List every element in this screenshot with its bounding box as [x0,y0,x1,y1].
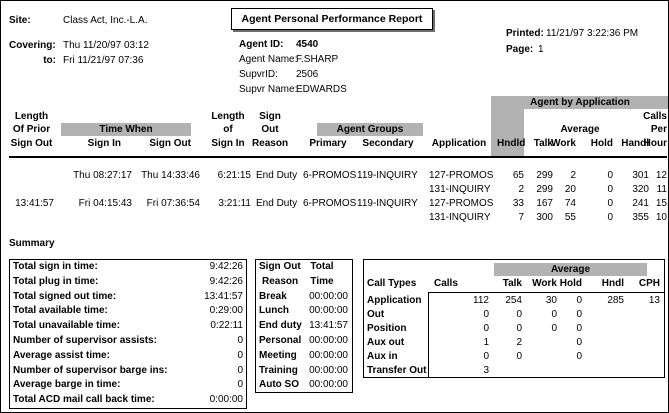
cell-work: 2 [570,170,576,181]
sign-out-reason-value: 13:41:57 [309,320,348,332]
call-type-work: 0 [551,309,557,320]
summary-total-value: 13:41:57 [204,290,243,302]
agent-by-application-band: Agent by Application [491,96,669,109]
agent-name-label: Agent Name: [239,54,298,65]
printed-value: 11/21/97 3:22:36 PM [546,28,639,39]
col-header-reason-line1: Sign [259,111,281,122]
cell-work: 20 [564,184,576,195]
cell-primary: 6-PROMOS [303,170,357,181]
col-header-secondary: Secondary [362,138,414,149]
cell-talk: 300 [536,212,553,223]
sign-out-reason-label: Training [259,364,298,376]
sign-out-row [256,334,352,349]
table-header-row-2 [1,123,669,136]
summary-total-value: 0:22:11 [210,320,243,332]
col-header-primary: Primary [309,138,347,149]
covering-label: Covering: [9,40,56,51]
sign-out-reason-label: Auto SO [259,379,299,391]
col-header-hold: Hold [590,138,613,149]
site-label: Site: [9,15,31,26]
call-types-box [363,259,665,378]
cell-handl: 301 [632,170,649,181]
call-type-work: 30 [545,295,557,306]
summary-total-label: Total ACD mail call back time: [13,394,155,406]
cell-sign-out: Thu 14:33:46 [141,170,200,181]
call-type-hold: 0 [576,337,582,348]
col-header-application: Application [431,138,487,149]
sign-out-row [256,304,352,319]
call-type-hold: 0 [576,295,582,306]
summary-totals-box [9,259,247,409]
calls-header: Calls [434,278,458,289]
summary-total-row [10,275,246,290]
total-time-col-header: Time [310,275,334,287]
col-header-prior-line1: Length [14,111,49,122]
cph-header: CPH [638,278,660,289]
summary-total-label: Total sign in time: [13,261,98,272]
sign-out-reason-label: Lunch [259,305,289,317]
to-label: to: [43,55,56,66]
cell-handl: 355 [632,212,649,223]
col-header-talk: Talk [533,138,553,149]
cell-cph: 10 [655,212,667,223]
sign-out-header-row-2 [256,275,352,290]
agent-name-value: F.SHARP [296,54,339,65]
summary-total-label: Total unavailable time: [13,320,121,332]
cell-hndld: 2 [518,184,524,195]
hndl-header: Hndl [601,278,624,289]
sign-out-row [256,290,352,305]
call-type-talk: 0 [516,351,522,362]
col-header-handl: Handl [621,138,649,149]
sign-out-reason-label: Personal [259,334,302,346]
supvr-name-label: Supvr Name: [239,84,298,95]
sign-out-reason-value: 00:00:00 [309,305,348,317]
col-header-length-line3: Sign In [211,138,245,149]
table-row [1,169,669,182]
call-type-calls: 1 [483,337,489,348]
table-row [1,197,669,210]
col-header-prior-line3: Sign Out [10,138,53,149]
covering-from-value: Thu 11/20/97 03:12 [63,40,149,51]
work-header: Work [532,278,557,289]
cell-hndld: 65 [512,170,524,181]
supvr-id-value: 2506 [296,69,319,80]
call-type-talk: 2 [516,337,522,348]
cell-talk: 299 [536,184,553,195]
table-header-row-3 [1,137,669,150]
col-header-average: Average [560,124,600,135]
sign-out-header-row-1 [256,260,352,275]
cell-talk: 167 [536,198,553,209]
col-header-sign-out: Sign Out [149,138,191,149]
call-type-talk: 254 [505,295,522,306]
summary-total-row [10,378,246,393]
sign-out-reason-value: 00:00:00 [309,349,348,361]
cell-prior-sign-out: 13:41:57 [15,198,54,209]
cell-length: 6:21:15 [217,170,251,181]
summary-total-value: 9:42:26 [209,275,243,287]
cell-hndld: 7 [518,212,524,223]
col-header-calls: Calls [643,111,667,122]
covering-to-value: Fri 11/21/97 07:36 [63,55,144,66]
sign-out-reason-value: 00:00:00 [309,290,348,302]
summary-total-row [10,393,246,408]
cell-application: 127-PROMOS [429,198,494,209]
summary-heading: Summary [9,238,55,249]
call-type-calls: 0 [483,351,489,362]
call-type-label: Out [367,309,385,320]
summary-total-value: 0:00:00 [209,394,243,406]
table-row [1,183,669,196]
site-value: Class Act, Inc.-L.A. [63,15,148,26]
cell-hold: 0 [607,170,613,181]
call-type-label: Aux out [367,337,405,348]
cell-cph: 12 [655,170,667,181]
total-time-col-header: Total [310,261,334,272]
summary-total-row [10,290,246,305]
summary-total-value: 0 [237,364,243,376]
summary-total-value: 0 [237,379,243,391]
sign-out-reason-label: End duty [259,320,302,332]
col-header-length-line1: Length [211,111,245,122]
summary-total-label: Total plug in time: [13,275,99,287]
agent-id-value: 4540 [296,39,319,50]
cell-application: 131-INQUIRY [429,184,491,195]
page-label: Page: [506,44,534,55]
col-header-hndld: Hndld [497,138,526,149]
cell-primary: 6-PROMOS [303,198,357,209]
sign-out-row [256,364,352,379]
col-header-reason-line3: Reason [251,138,289,149]
cell-application: 131-INQUIRY [429,212,491,223]
call-type-talk: 0 [516,323,522,334]
summary-total-label: Total signed out time: [13,290,117,302]
sign-out-row [256,378,352,393]
cell-handl: 320 [632,184,649,195]
sign-out-reason-value: 00:00:00 [309,334,348,346]
header-rule [9,156,667,158]
sign-out-reason-box [255,259,353,393]
summary-total-row [10,364,246,379]
cell-hold: 0 [607,212,613,223]
summary-total-row [10,319,246,334]
summary-total-value: 0 [237,349,243,361]
summary-total-label: Average barge in time: [13,379,121,391]
summary-total-label: Total available time: [13,305,108,317]
sign-out-col-header: Reason [262,275,299,287]
sign-out-reason-value: 00:00:00 [309,379,348,391]
summary-total-row [10,334,246,349]
cell-work: 55 [564,212,576,223]
summary-total-value: 9:42:26 [209,261,243,272]
summary-total-row [10,304,246,319]
talk-header: Talk [502,278,522,289]
hold-header: Hold [559,278,582,289]
cell-secondary: 119-INQUIRY [357,198,418,209]
call-type-calls: 112 [473,295,489,306]
call-types-average-band: Average [494,263,647,276]
cell-sign-in: Fri 04:15:43 [78,198,132,209]
call-type-calls: 0 [483,323,489,334]
cell-length: 3:21:11 [218,198,251,209]
cell-hndld: 33 [512,198,524,209]
col-header-per: Per [650,124,667,135]
call-type-hold: 0 [576,323,582,334]
col-header-reason-line2: Out [261,124,279,135]
table-row [1,211,669,224]
call-type-calls: 3 [483,365,489,376]
call-type-label: Transfer Out [367,365,427,376]
call-type-calls: 0 [483,309,489,320]
cell-reason: End Duty [256,170,298,181]
summary-total-row [10,260,246,275]
page-value: 1 [538,44,544,55]
agent-groups-band: Agent Groups [317,123,423,136]
call-type-cph: 13 [648,295,660,306]
cell-handl: 241 [632,198,649,209]
supvr-id-label: SupvrID: [239,69,278,80]
summary-total-value: 0:29:00 [209,305,243,317]
printed-label: Printed: [506,28,544,39]
call-type-label: Position [367,323,407,334]
call-type-hold: 0 [576,309,582,320]
cell-hold: 0 [607,184,613,195]
cell-talk: 299 [536,170,553,181]
col-header-length-line2: of [223,124,233,135]
cell-cph: 11 [656,184,667,195]
call-type-hndl: 285 [607,295,624,306]
call-types-header: Call Types [367,278,417,289]
agent-id-label: Agent ID: [239,39,284,50]
sign-out-reason-value: 00:00:00 [309,364,348,376]
supvr-name-value: EDWARDS [296,84,347,95]
sign-out-col-header: Sign Out [259,261,301,272]
cell-reason: End Duty [256,198,298,209]
report-title: Agent Personal Performance Report [231,8,433,30]
sign-out-row [256,349,352,364]
call-type-talk: 0 [516,309,522,320]
col-header-sign-in: Sign In [87,138,121,149]
cell-sign-in: Thu 08:27:17 [73,170,132,181]
table-header-row-1 [1,110,669,123]
col-header-work: Work [551,138,576,149]
sign-out-row [256,319,352,334]
summary-total-label: Number of supervisor assists: [13,334,157,346]
cell-sign-out: Fri 07:36:54 [146,198,200,209]
sign-out-reason-label: Break [259,290,287,302]
cell-application: 127-PROMOS [429,170,494,181]
sign-out-reason-label: Meeting [259,349,297,361]
col-header-hour: Hour [643,138,667,149]
call-type-hold: 0 [576,351,582,362]
cell-hold: 0 [607,198,613,209]
cell-work: 74 [564,198,576,209]
time-when-band: Time When [61,123,191,136]
cell-secondary: 119-INQUIRY [357,170,418,181]
call-type-label: Application [367,295,422,306]
summary-total-label: Average assist time: [13,349,110,361]
summary-total-label: Number of supervisor barge ins: [13,364,168,376]
summary-total-value: 0 [237,334,243,346]
call-type-label: Aux in [367,351,398,362]
col-header-prior-line2: Of Prior [12,124,51,135]
summary-total-row [10,349,246,364]
call-type-work: 0 [551,323,557,334]
cell-cph: 15 [655,198,667,209]
